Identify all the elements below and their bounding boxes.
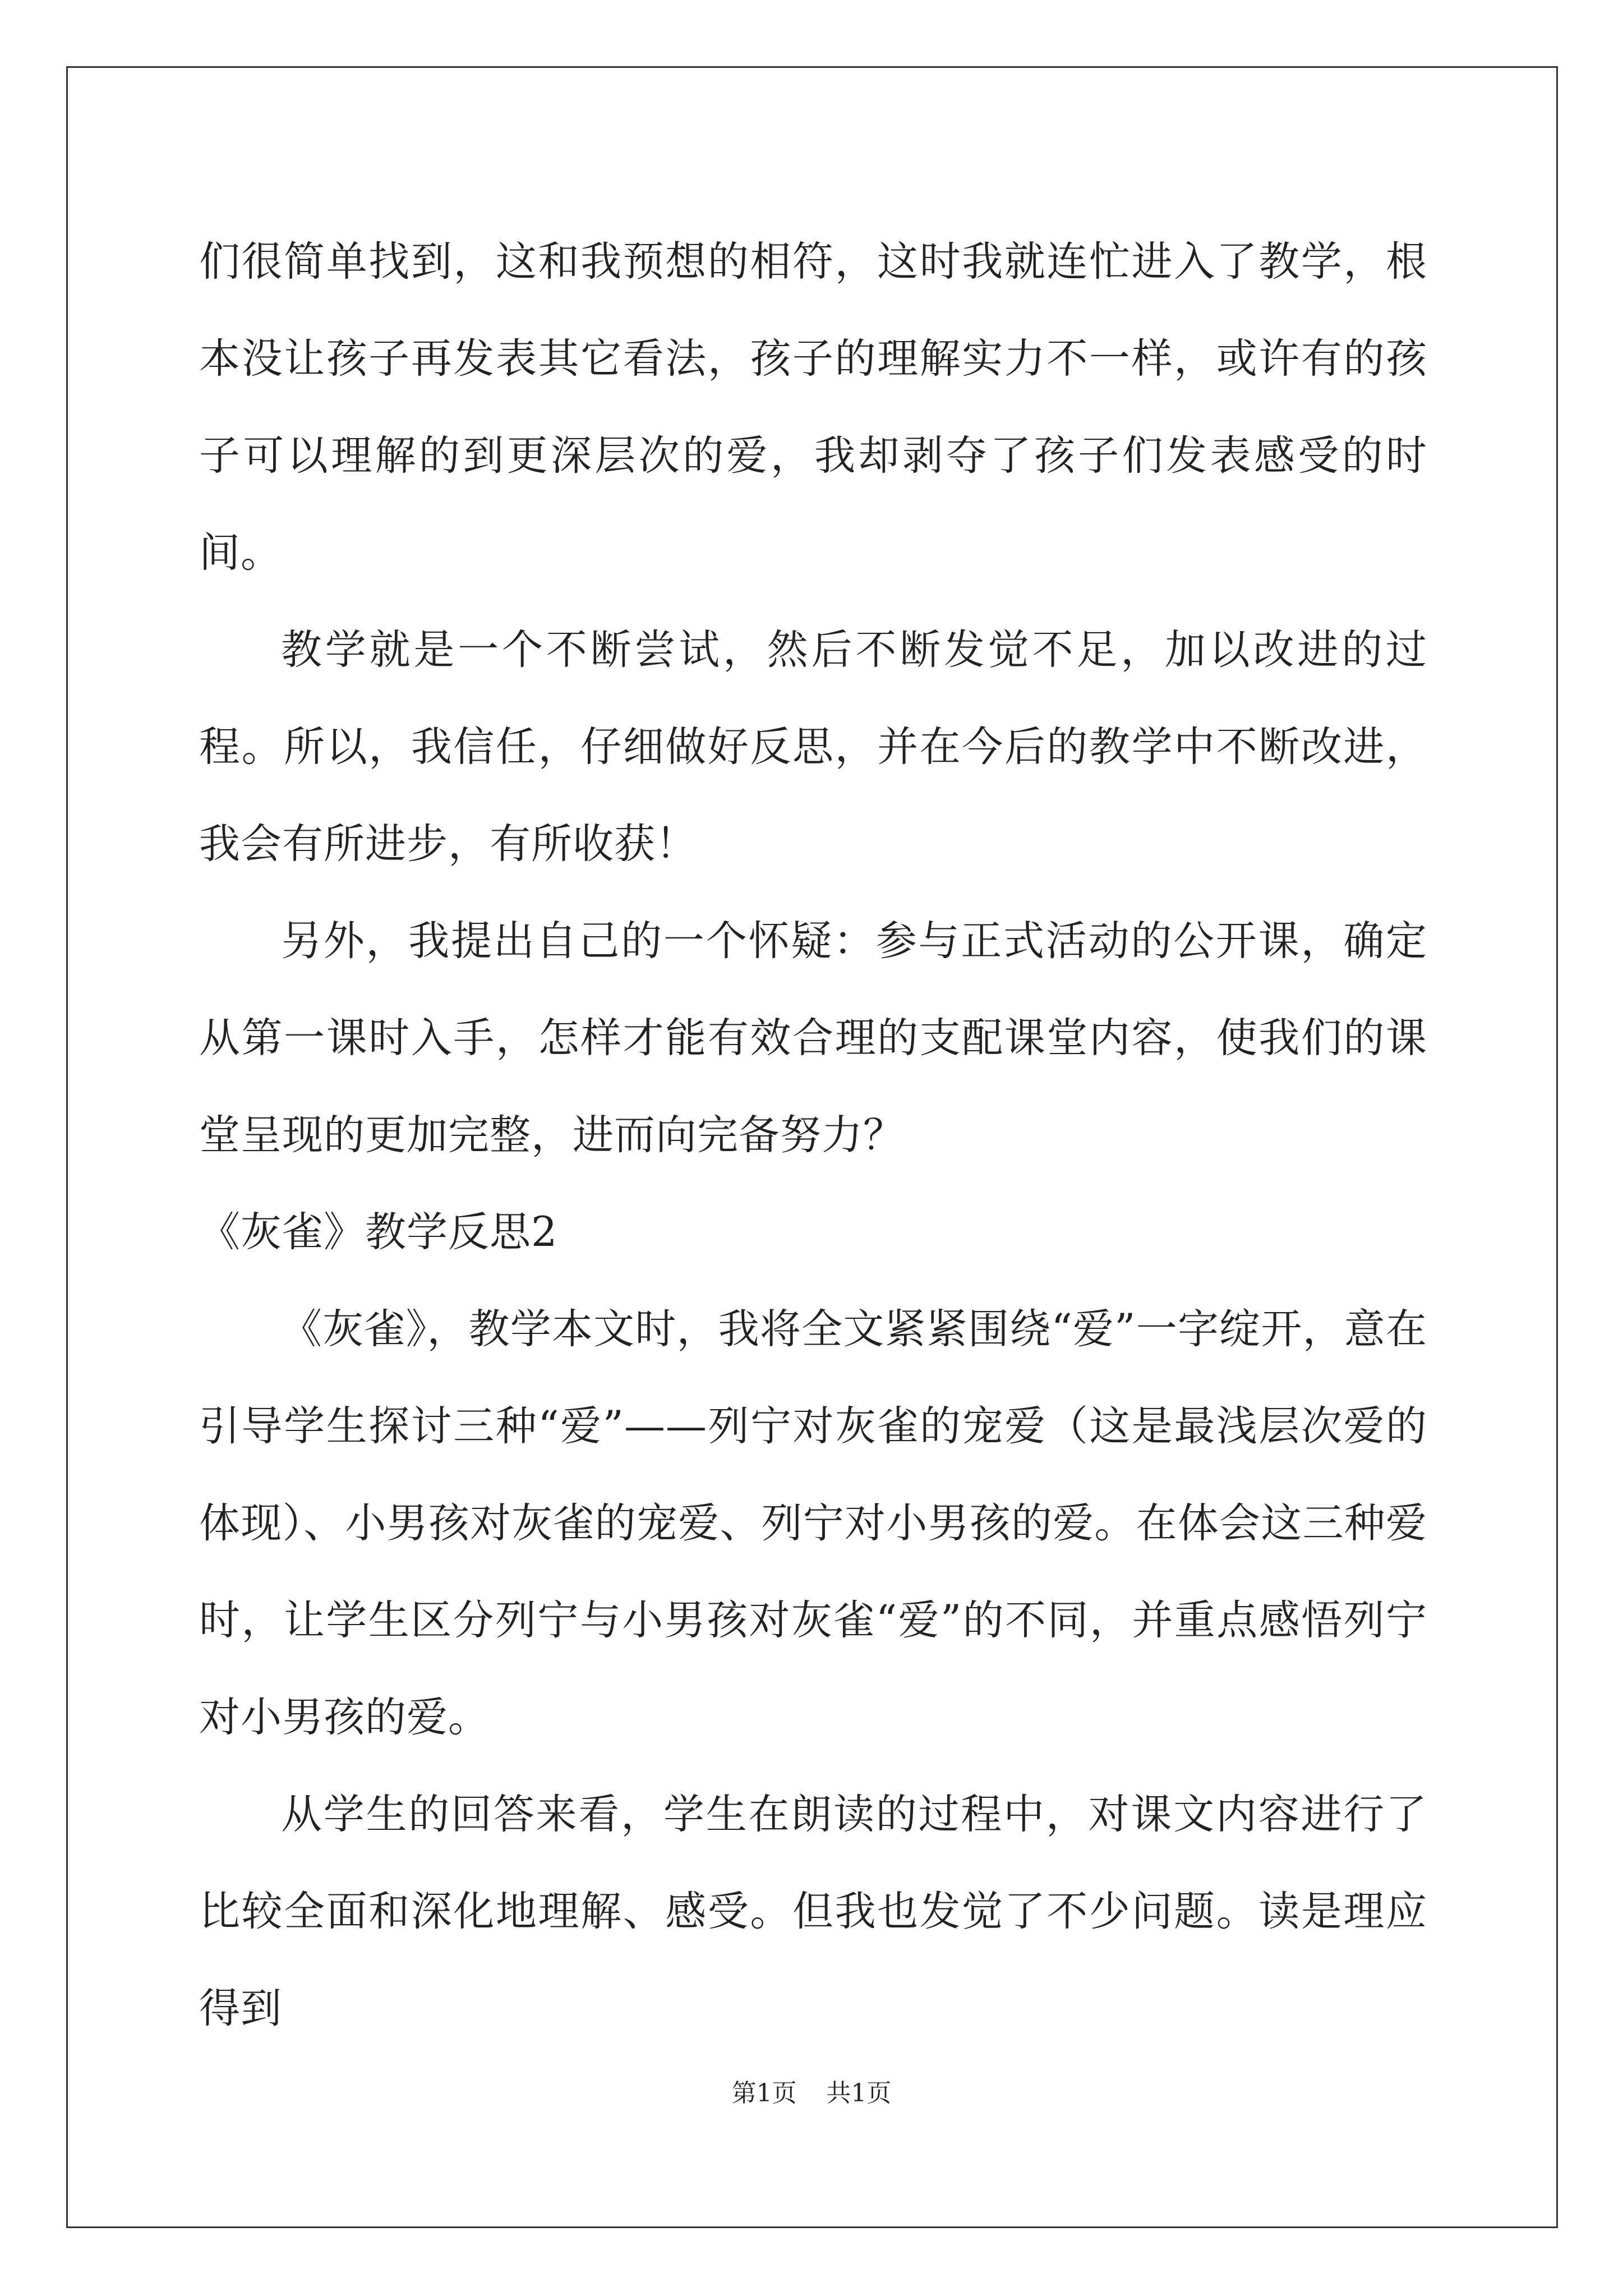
paragraph-3: 另外，我提出自己的一个怀疑：参与正式活动的公开课，确定从第一课时入手，怎样才能有效合理的支配课堂内容，使我们的课堂呈现的更加完整，进而向完备努力？ [199,917,1427,1159]
paragraph-4: 《灰雀》，教学本文时，我将全文紧紧围绕“爱”一字绽开，意在引导学生探讨三种“爱”——列宁对灰雀的宠爱（这是最浅层次爱的体现）、小男孩对灰雀的宠爱、列宁对小男孩的爱。在体会这三种爱时，让学生区分列宁与小男孩对灰雀“爱”的不同，并重点感悟列宁对小男孩的爱。 [199,1305,1427,1741]
page-footer [0,2073,1623,2109]
paragraph-5: 从学生的回答来看，学生在朗读的过程中，对课文内容进行了比较全面和深化地理解、感受。但我也发觉了不少问题。读是理应得到 [199,1791,1427,2032]
page-number-total: 共1页 [826,2079,892,2108]
paragraph-1: 们很简单找到，这和我预想的相符，这时我就连忙进入了教学，根本没让孩子再发表其它看法，孩子的理解实力不一样，或许有的孩子可以理解的到更深层次的爱，我却剥夺了孩子们发表感受的时间。 [199,238,1427,577]
page-number-current: 第1页 [731,2079,797,2108]
paragraph-2: 教学就是一个不断尝试，然后不断发觉不足，加以改进的过程。所以，我信任，仔细做好反思，并在今后的教学中不断改进，我会有所进步，有所收获！ [199,626,1427,868]
section-heading: 《灰雀》教学反思2 [199,1208,558,1256]
document-body [199,213,1427,2057]
